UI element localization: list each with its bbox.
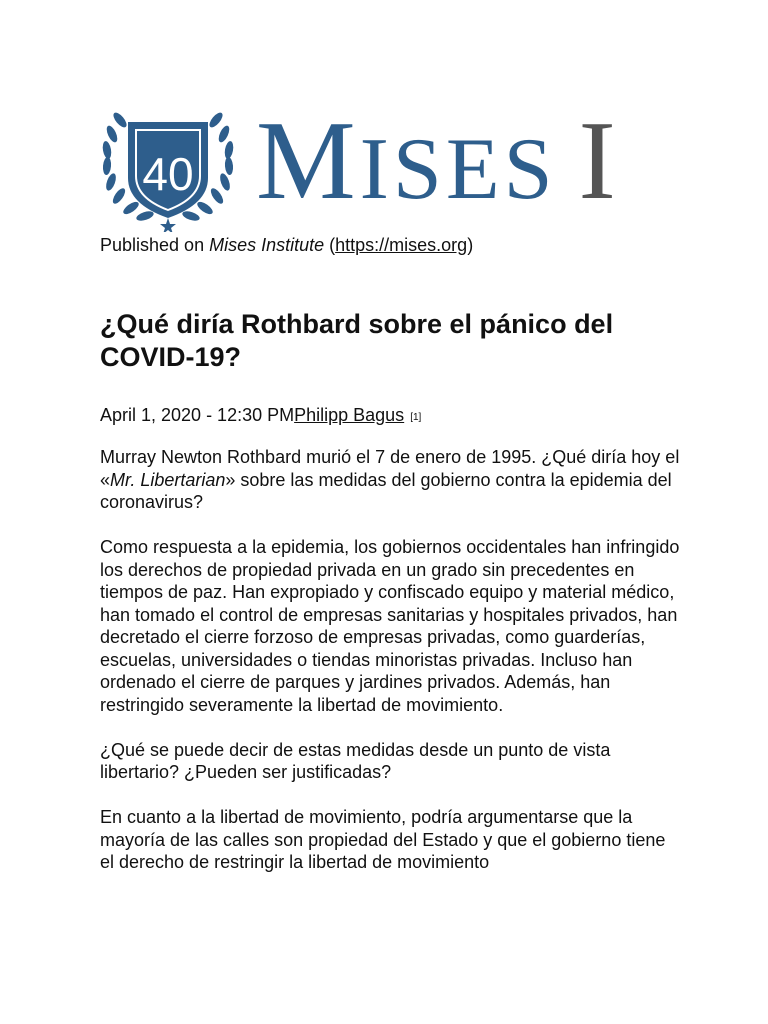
site-url-link[interactable]: https://mises.org	[335, 235, 468, 255]
article-byline	[100, 404, 421, 429]
paragraph-1-start: Murray Newton Rothbard murió el 7 de enero de 1995. ¿Qué diría hoy el «	[100, 447, 680, 490]
article-body	[100, 446, 680, 896]
site-name: Mises Institute	[209, 235, 325, 255]
paragraph-1-end: » sobre las medidas del gobierno contra la epidemia del coronavirus?	[100, 469, 672, 512]
article-date: April 1, 2020 - 12:30 PM	[100, 405, 295, 425]
wordmark-initial: M	[256, 99, 360, 223]
close-paren: )	[467, 235, 474, 255]
paragraph-4: En cuanto a la libertad de movimiento, podría argumentarse que la mayoría de las calles son propiedad del Estado y que el gobierno tiene el derecho de restringir la libertad de movimiento	[100, 807, 666, 872]
article-title: ¿Qué diría Rothbard sobre el pánico del COVID-19?	[100, 309, 614, 372]
published-prefix: Published on	[100, 235, 210, 255]
published-line	[100, 234, 473, 256]
paragraph-3: ¿Qué se puede decir de estas medidas desde un punto de vista libertario? ¿Pueden ser justificadas?	[100, 739, 611, 782]
open-paren: (	[324, 235, 336, 255]
paragraph-1	[100, 446, 680, 514]
paragraph-2: Como respuesta a la epidemia, los gobiernos occidentales han infringido los derechos de propiedad privada en un grado sin precedentes en tiempos de paz. Han expropiado y confiscado equipo y material médico, han tomado el control de empresas sanitarias y hospitales privados, han decretado el cierre forzoso de empresas privadas, como guarderías, escuelas, universidades o tiendas minoristas privadas. Incluso han ordenado el cierre de parques y jardines privados. Además, han restringido severamente la libertad de movimiento.	[100, 537, 680, 715]
logo-wordmark	[256, 96, 620, 235]
paragraph-1-emphasis: Mr. Libertarian	[110, 469, 226, 490]
badge-number: 40	[142, 148, 194, 200]
wordmark-rest: ISES	[359, 121, 557, 218]
mises-institute-logo	[98, 100, 698, 232]
author-link[interactable]: Philipp Bagus	[294, 405, 405, 425]
laurel-badge-icon	[98, 100, 238, 232]
author-footnote-ref: [1]	[410, 412, 422, 423]
wordmark-last-letter: I	[578, 99, 620, 223]
